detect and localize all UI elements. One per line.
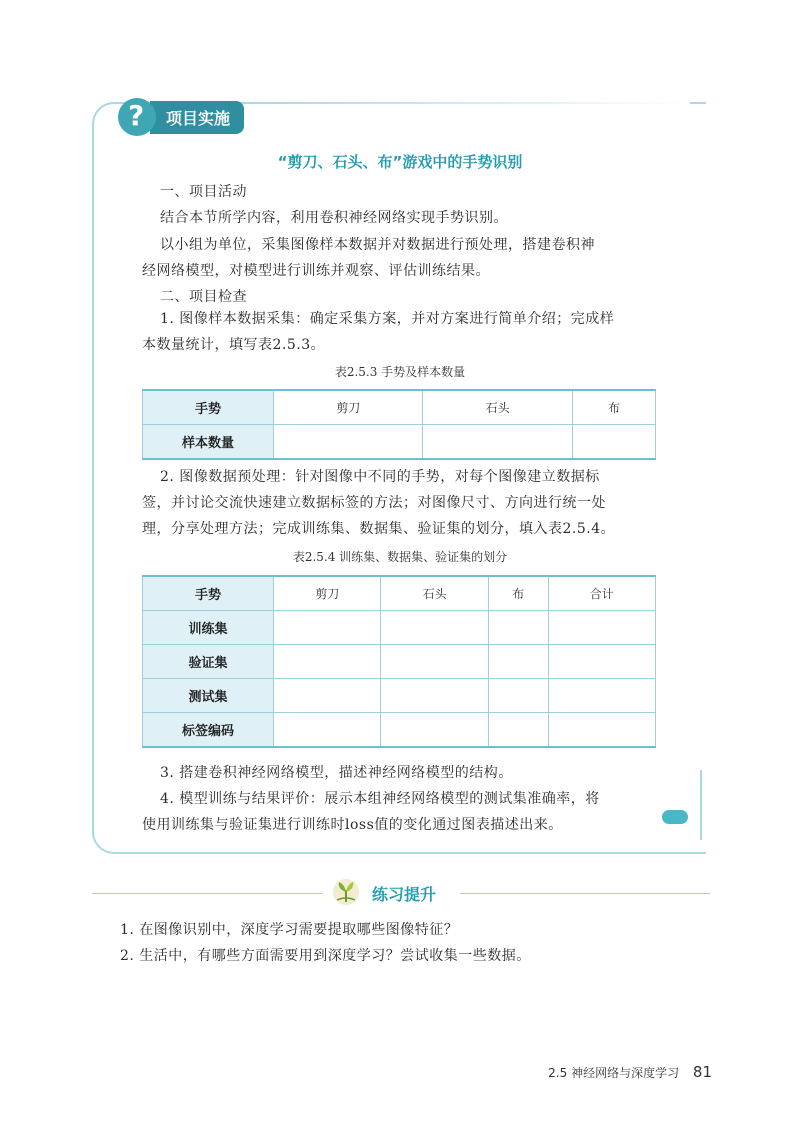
item4-line2: 使用训练集与验证集进行训练时loss值的变化通过图表描述出来。 — [142, 817, 563, 833]
divider-right — [460, 893, 710, 894]
table-cell[interactable] — [274, 425, 423, 460]
page-number: 81 — [692, 1063, 712, 1081]
table-cell[interactable] — [381, 611, 488, 645]
table2-header-label: 手势 — [143, 576, 274, 611]
table2-row-label: 验证集 — [143, 645, 274, 679]
table2-col-rock: 石头 — [381, 576, 488, 611]
section1-paragraph2-line2: 经网络模型，对模型进行训练并观察、评估训练结果。 — [142, 263, 490, 279]
table2-header-row — [143, 576, 656, 611]
table2-row-label: 训练集 — [143, 611, 274, 645]
table2-col-scissors: 剪刀 — [274, 576, 381, 611]
section1-heading: 一、项目活动 — [160, 184, 247, 200]
frame-top-line — [260, 102, 690, 104]
footer-section: 2.5 神经网络与深度学习 — [548, 1066, 680, 1080]
item2-line2: 签，并讨论交流快速建立数据标签的方法；对图像尺寸、方向进行统一处 — [142, 495, 606, 511]
table-cell[interactable] — [274, 611, 381, 645]
pointing-hand-icon — [662, 810, 688, 824]
item1-line2: 本数量统计，填写表2.5.3。 — [142, 337, 326, 353]
table2-row-test — [143, 679, 656, 713]
table2-row-validation — [143, 645, 656, 679]
table-cell[interactable] — [274, 713, 381, 748]
table2-col-paper: 布 — [488, 576, 548, 611]
table-cell[interactable] — [381, 645, 488, 679]
table-cell[interactable] — [548, 611, 655, 645]
table-cell[interactable] — [488, 713, 548, 748]
item2-line1: 2. 图像数据预处理：针对图像中不同的手势，对每个图像建立数据标 — [160, 469, 600, 485]
project-badge — [118, 100, 244, 134]
item4-line1: 4. 模型训练与结果评价：展示本组神经网络模型的测试集准确率，将 — [160, 791, 600, 807]
table2-caption: 表2.5.4 训练集、数据集、验证集的划分 — [292, 550, 508, 564]
table2-row-label: 标签编码 — [143, 713, 274, 748]
exercise-q1: 1. 在图像识别中，深度学习需要提取哪些图像特征？ — [120, 922, 459, 938]
badge-label: 项目实施 — [150, 101, 244, 134]
table-cell[interactable] — [488, 645, 548, 679]
table-cell[interactable] — [381, 679, 488, 713]
table-cell[interactable] — [488, 679, 548, 713]
table-cell[interactable] — [274, 645, 381, 679]
section1-paragraph1: 结合本节所学内容，利用卷积神经网络实现手势识别。 — [160, 210, 508, 226]
item3: 3. 搭建卷积神经网络模型，描述神经网络模型的结构。 — [160, 765, 513, 781]
question-icon — [118, 98, 156, 136]
table1-sample-row — [143, 425, 656, 460]
table1-header-label: 手势 — [143, 390, 274, 425]
sprout-icon — [332, 878, 360, 906]
section2-heading: 二、项目检查 — [160, 289, 247, 305]
section1-paragraph2-line1: 以小组为单位，采集图像样本数据并对数据进行预处理，搭建卷积神 — [160, 237, 595, 253]
table-cell[interactable] — [548, 645, 655, 679]
exercise-label: 练习提升 — [372, 885, 437, 904]
table2-row-label-code — [143, 713, 656, 748]
table-2-5-4 — [142, 575, 656, 748]
table-cell[interactable] — [548, 713, 655, 748]
page-footer — [0, 1063, 712, 1081]
table1-col-scissors: 剪刀 — [274, 390, 423, 425]
exercise-q2: 2. 生活中，有哪些方面需要用到深度学习？尝试收集一些数据。 — [120, 948, 531, 964]
project-title: “剪刀、石头、布”游戏中的手势识别 — [277, 153, 523, 171]
table1-caption: 表2.5.3 手势及样本数量 — [334, 365, 466, 379]
table1-row-label: 样本数量 — [143, 425, 274, 460]
item2-line3: 理，分享处理方法；完成训练集、数据集、验证集的划分，填入表2.5.4。 — [142, 521, 616, 537]
table-cell[interactable] — [488, 611, 548, 645]
table-2-5-3 — [142, 389, 656, 460]
item1-line1: 1. 图像样本数据采集：确定采集方案，并对方案进行简单介绍；完成样 — [160, 311, 615, 327]
table1-col-rock: 石头 — [423, 390, 572, 425]
divider-left — [92, 893, 322, 894]
table-cell[interactable] — [381, 713, 488, 748]
table1-header-row — [143, 390, 656, 425]
table-cell[interactable] — [423, 425, 572, 460]
table2-row-train — [143, 611, 656, 645]
table-cell[interactable] — [548, 679, 655, 713]
table2-row-label: 测试集 — [143, 679, 274, 713]
table2-col-total: 合计 — [548, 576, 655, 611]
table1-col-paper: 布 — [572, 390, 655, 425]
table-cell[interactable] — [274, 679, 381, 713]
table-cell[interactable] — [572, 425, 655, 460]
frame-right-line — [700, 770, 702, 840]
